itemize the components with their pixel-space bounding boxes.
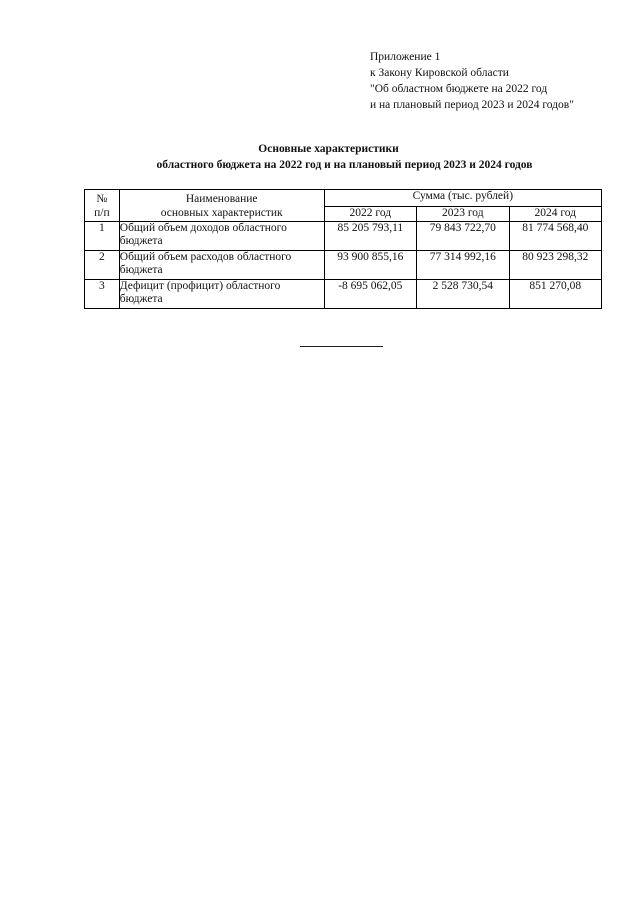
appendix-line-2: к Закону Кировской области xyxy=(370,67,509,79)
header-year-2022: 2022 год xyxy=(324,207,416,222)
row-value-2022: 93 900 855,16 xyxy=(324,251,416,280)
header-number-symbol: № xyxy=(96,193,108,205)
header-sum: Сумма (тыс. рублей) xyxy=(324,190,601,207)
header-name-line-2: основных характеристик xyxy=(160,207,283,219)
row-value-2024: 81 774 568,40 xyxy=(509,222,602,251)
table-row xyxy=(85,251,602,280)
header-year-2023: 2023 год xyxy=(417,207,509,222)
budget-table xyxy=(84,189,602,309)
header-number xyxy=(85,190,120,222)
header-number-label: п/п xyxy=(94,207,110,219)
row-value-2024: 80 923 298,32 xyxy=(509,251,602,280)
header-year-2024: 2024 год xyxy=(509,207,602,222)
row-number: 1 xyxy=(85,222,120,251)
appendix-line-1: Приложение 1 xyxy=(370,51,441,63)
row-value-2023: 77 314 992,16 xyxy=(417,251,509,280)
header-name xyxy=(119,190,324,222)
appendix-note xyxy=(370,49,574,113)
row-value-2023: 2 528 730,54 xyxy=(417,280,509,309)
document-title: Основные характеристики xyxy=(258,143,399,155)
row-value-2024: 851 270,08 xyxy=(509,280,602,309)
table-row xyxy=(85,280,602,309)
row-name: Общий объем расходов областного бюджета xyxy=(119,251,324,280)
document-subtitle: областного бюджета на 2022 год и на плановый период 2023 и 2024 годов xyxy=(156,159,533,171)
header-name-line-1: Наименование xyxy=(185,193,258,205)
row-name: Дефицит (профицит) областного бюджета xyxy=(119,280,324,309)
row-value-2023: 79 843 722,70 xyxy=(417,222,509,251)
row-value-2022: 85 205 793,11 xyxy=(324,222,416,251)
table-row xyxy=(85,222,602,251)
end-divider xyxy=(300,346,383,347)
row-number: 3 xyxy=(85,280,120,309)
appendix-line-3: "Об областном бюджете на 2022 год xyxy=(370,83,548,95)
row-value-2022: -8 695 062,05 xyxy=(324,280,416,309)
appendix-line-4: и на плановый период 2023 и 2024 годов" xyxy=(370,99,574,111)
row-name: Общий объем доходов областного бюджета xyxy=(119,222,324,251)
row-number: 2 xyxy=(85,251,120,280)
